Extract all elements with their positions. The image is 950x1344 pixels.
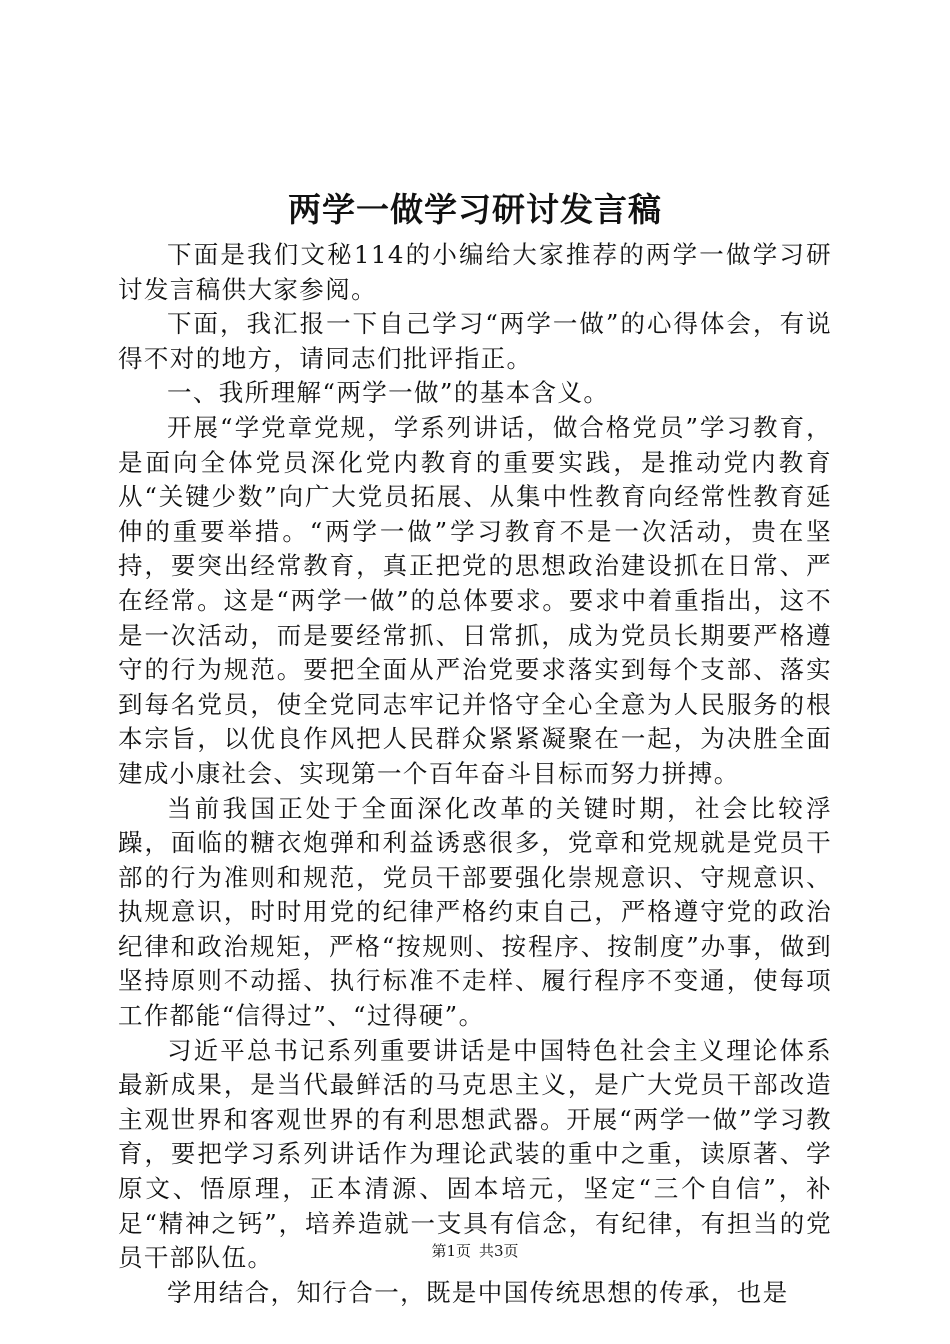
paragraph-speech: 习近平总书记系列重要讲话是中国特色社会主义理论体系最新成果，是当代最鲜活的马克思主义，是广大党员干部改造主观世界和客观世界的有利思想武器。开展“两学一做”学习教育，要把学习系列讲话作为理论武装的重中之重，读原著、学原文、悟原理，正本清源、固本培元，坚定“三个自信”，补足“精神之钙”，培养造就一支具有信念，有纪律，有担当的党员干部队伍。 xyxy=(118,1035,832,1273)
document-title: 两学一做学习研讨发言稿 xyxy=(288,190,662,229)
paragraph-report: 下面，我汇报一下自己学习“两学一做”的心得体会，有说得不对的地方，请同志们批评指正。 xyxy=(118,309,832,373)
paragraph-intro: 下面是我们文秘114的小编给大家推荐的两学一做学习研讨发言稿供大家参阅。 xyxy=(118,240,832,304)
paragraph-meaning: 开展“学党章党规，学系列讲话，做合格党员”学习教育，是面向全体党员深化党内教育的重要实践，是推动党内教育从“关键少数”向广大党员拓展、从集中性教育向经常性教育延伸的重要举措。“两学一做”学习教育不是一次活动，贵在坚持，要突出经常教育，真正把党的思想政治建设抓在日常、严在经常。这是“两学一做”的总体要求。要求中着重指出，这不是一次活动，而是要经常抓、日常抓，成为党员长期要严格遵守的行为规范。要把全面从严治党要求落实到每个支部、落实到每名党员，使全党同志牢记并恪守全心全意为人民服务的根本宗旨，以优良作风把人民群众紧紧凝聚在一起，为决胜全面建成小康社会、实现第一个百年奋斗目标而努力拼搏。 xyxy=(118,412,832,788)
page-footer xyxy=(0,1240,950,1262)
paragraph-reform: 当前我国正处于全面深化改革的关键时期，社会比较浮躁，面临的糖衣炮弹和利益诱惑很多，党章和党规就是党员干部的行为准则和规范，党员干部要强化崇规意识、守规意识、执规意识，时时用党的纪律严格约束自己，严格遵守党的政治纪律和政治规矩，严格“按规则、按程序、按制度”办事，做到坚持原则不动摇、执行标准不走样、履行程序不变通，使每项工作都能“信得过”、“过得硬”。 xyxy=(118,793,832,1031)
page-total: 共3页 xyxy=(479,1242,519,1260)
paragraph-unity: 学用结合，知行合一，既是中国传统思想的传承，也是 xyxy=(167,1277,789,1307)
section-heading-1: 一、我所理解“两学一做”的基本含义。 xyxy=(167,378,610,408)
page-number: 第1页 xyxy=(431,1242,471,1260)
document-body xyxy=(118,238,832,1310)
